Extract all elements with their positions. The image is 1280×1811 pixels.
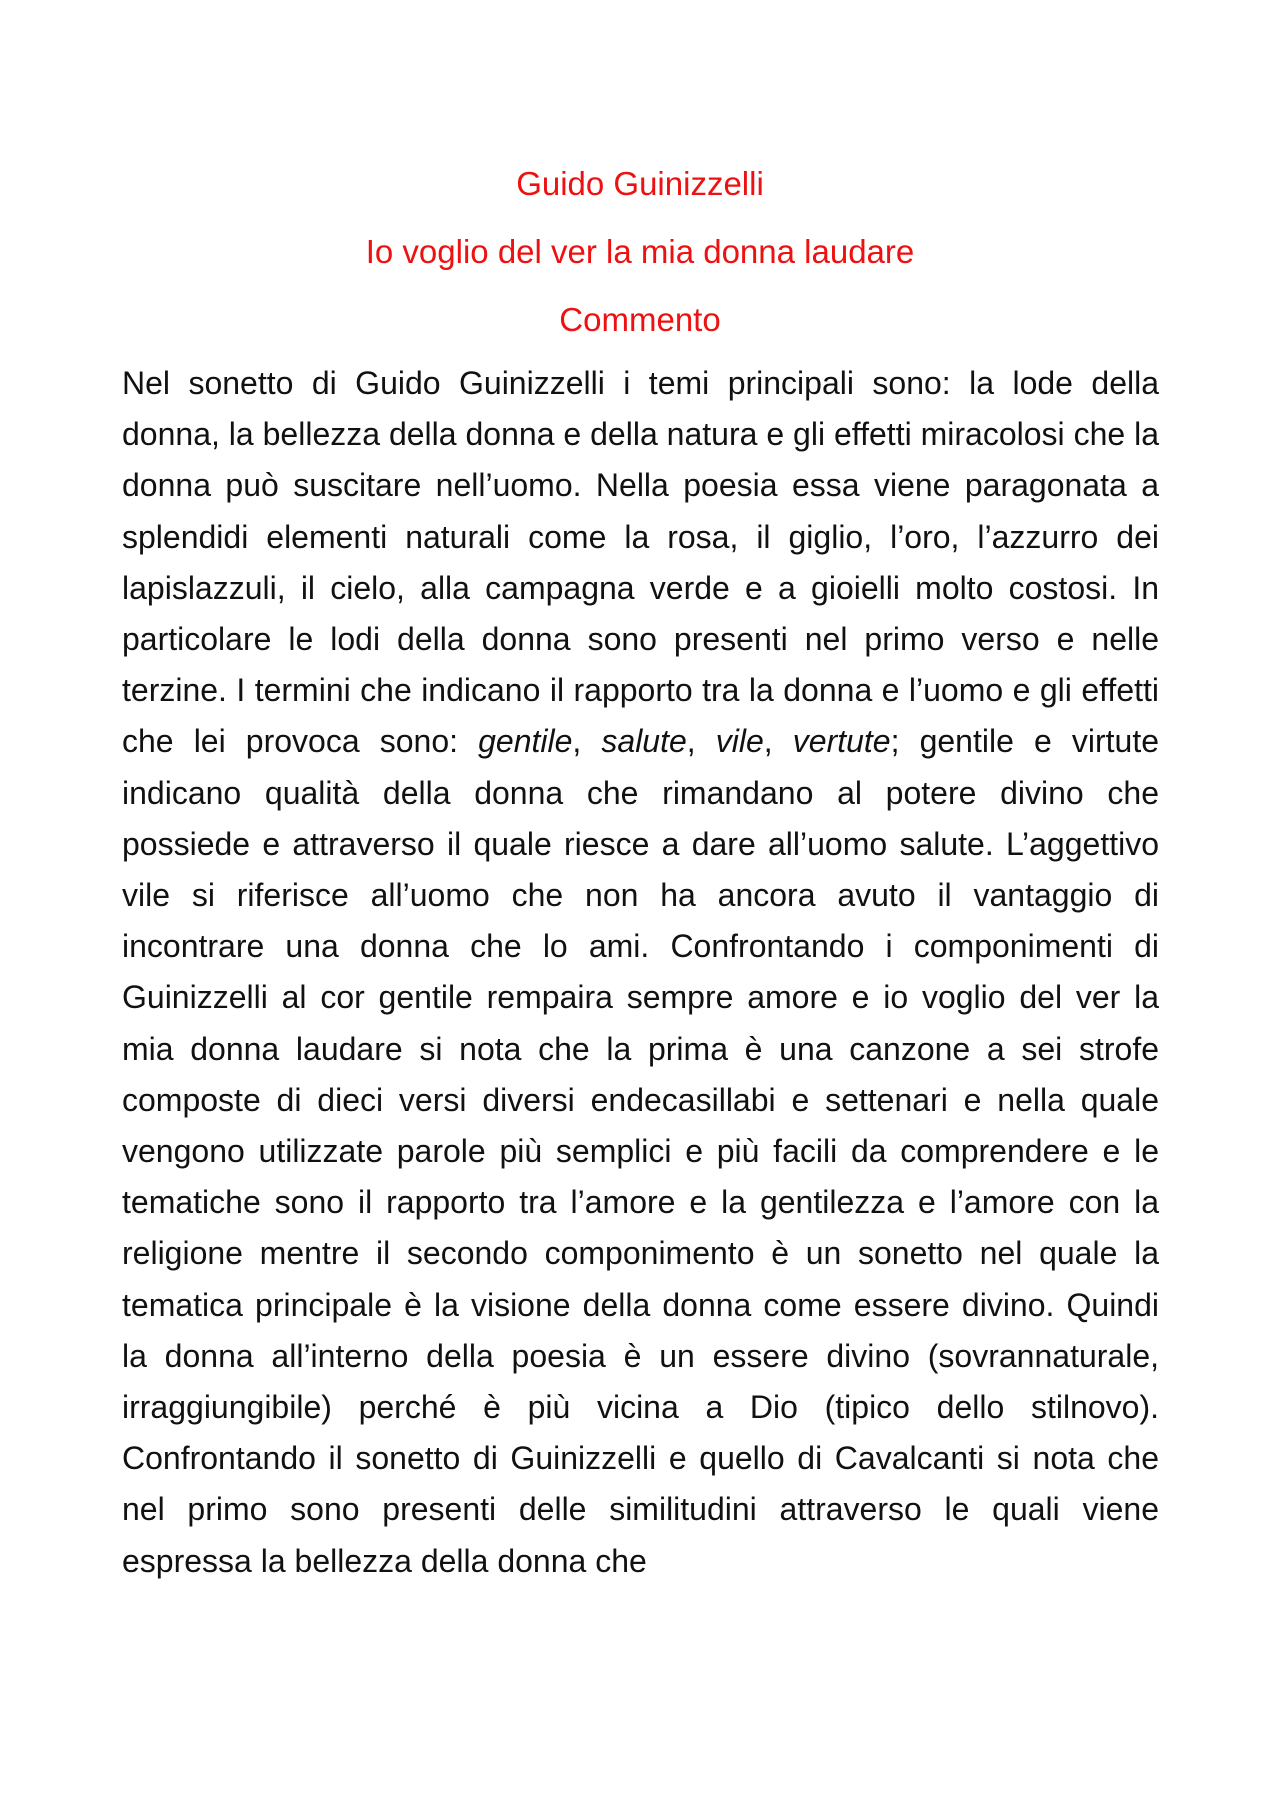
paragraph-intro: Nel sonetto di Guido Guinizzelli i temi principali sono: la lode della donna, la bellezza della donna e della natura e gli effetti miracolosi che la donna può suscitare nell’uomo. Nella poesia essa viene paragonata a splendidi elementi naturali come la rosa, il giglio, l’oro, l’azzurro dei lapislazzuli, il cielo, alla campagna verde e a gioielli molto costosi. In particolare le lodi della donna sono presenti nel primo verso e nelle terzine. I termini che indicano il rapporto tra la donna e l’uomo e gli effetti che lei provoca sono:	[122, 365, 1159, 760]
term-separator: ,	[572, 723, 602, 760]
author-title: Guido Guinizzelli	[516, 165, 764, 202]
term-gentile: gentile	[478, 723, 573, 760]
paragraph-rest: ; gentile e virtute indicano qualità della donna che rimandano al potere divino che possiede e attraverso il quale riesce a dare all’uomo salute. L’aggettivo vile si riferisce all’uomo che non ha ancora avuto il vantaggio di incontrare una donna che lo ami. Confrontando i componimenti di Guinizzelli al cor gentile rempaira sempre amore e io voglio del ver la mia donna laudare si nota che la prima è una canzone a sei strofe composte di dieci versi diversi endecasillabi e settenari e nella quale vengono utilizzate parole più semplici e più facili da comprendere e le tematiche sono il rapporto tra l’amore e la gentilezza e l’amore con la religione mentre il secondo componimento è un sonetto nel quale la tematica principale è la visione della donna come essere divino. Quindi la donna all’interno della poesia è un essere divino (sovrannaturale, irraggiungibile) perché è più vicina a Dio (tipico dello stilnovo). Confrontando il sonetto di Guinizzelli e quello di Cavalcanti si nota che nel primo sono presenti delle similitudini attraverso le quali viene espressa la bellezza della donna che	[122, 723, 1159, 1579]
poem-title: Io voglio del ver la mia donna laudare	[365, 233, 915, 270]
term-vertute: vertute	[792, 723, 891, 760]
commentary-paragraph	[122, 358, 1159, 1587]
term-salute: salute	[601, 723, 687, 760]
term-separator: ,	[686, 723, 716, 760]
title-block	[0, 150, 1280, 354]
term-separator: ,	[763, 723, 793, 760]
section-heading: Commento	[559, 301, 721, 338]
term-vile: vile	[715, 723, 764, 760]
